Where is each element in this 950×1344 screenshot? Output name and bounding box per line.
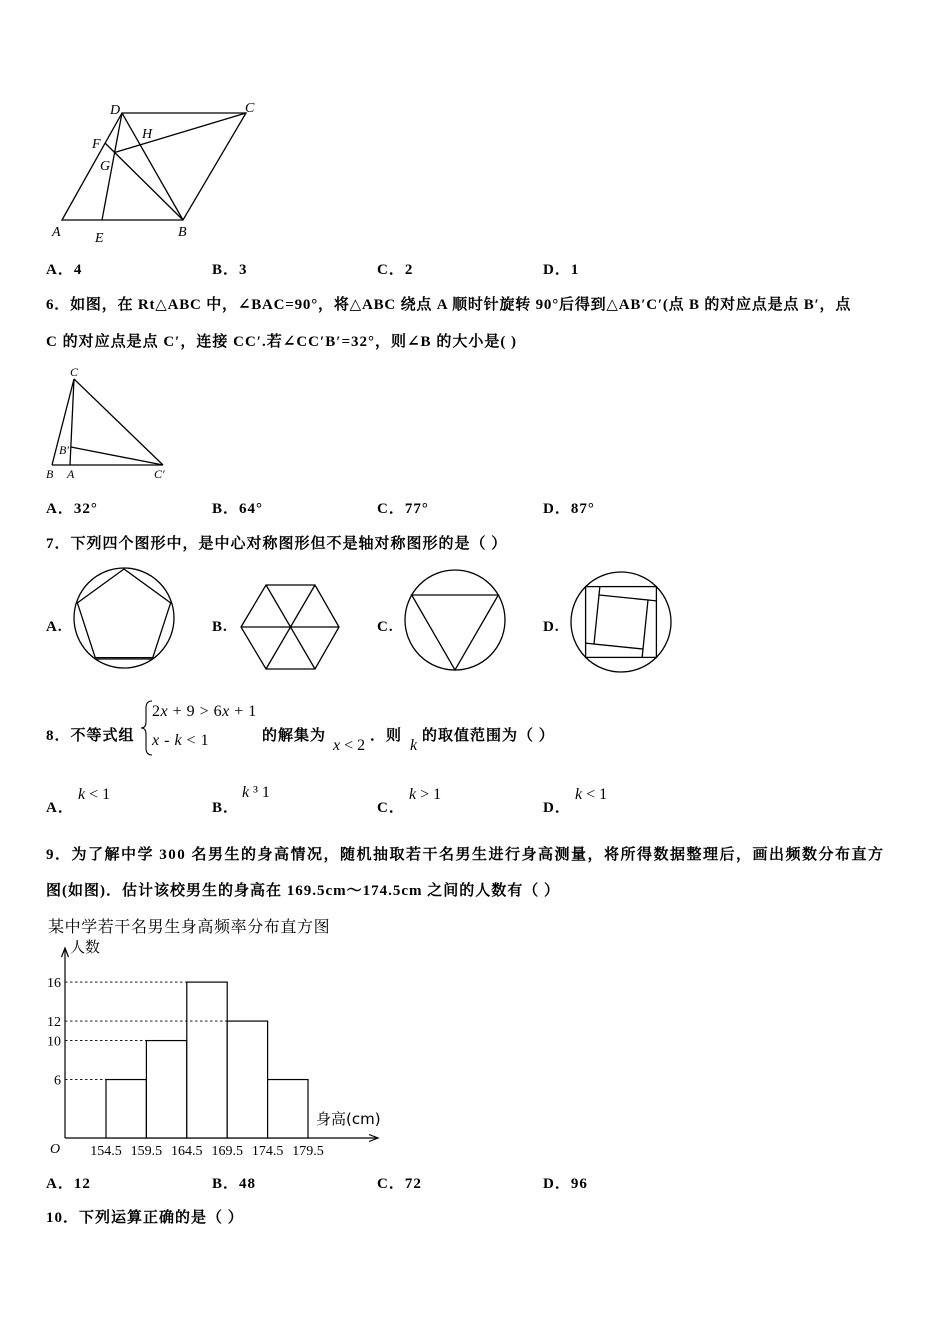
- q8-option-a-label: A．: [46, 800, 74, 816]
- q8-prefix: 8．不等式组: [46, 728, 135, 744]
- q5-option-c: [377, 261, 413, 279]
- parallelogram-figure: [40, 90, 270, 250]
- inner-square: [594, 595, 648, 649]
- q5-option-a: [46, 261, 82, 279]
- q8-option-b-math: [242, 784, 270, 802]
- x-axis-label: 身高(cm): [316, 1110, 381, 1128]
- segment-fb: [105, 143, 183, 220]
- histogram-bar-2: [146, 1041, 186, 1138]
- x-tick-label-1: 154.5: [90, 1144, 122, 1159]
- option-label: A．: [46, 262, 74, 278]
- circle: [74, 568, 174, 668]
- q9-option-c: [377, 1175, 422, 1193]
- label-a: A: [67, 467, 75, 481]
- x-tick-label-6: 179.5: [292, 1144, 324, 1159]
- triangle-in-circle-figure: [403, 568, 507, 672]
- q8-option-a-math: [78, 786, 110, 804]
- label-h: H: [142, 127, 153, 142]
- origin-label: O: [50, 1142, 61, 1157]
- y-tick-label-6: 6: [54, 1073, 61, 1089]
- q8-option-b-label: B．: [212, 800, 240, 816]
- option-label: B．: [212, 262, 240, 278]
- q8-solution: [333, 737, 365, 755]
- option-label: B．: [212, 501, 240, 517]
- q5-option-d: [543, 261, 579, 279]
- q6-option-b: [212, 500, 263, 518]
- q7-option-c-label: C.: [377, 619, 394, 635]
- math-var: x: [152, 732, 160, 749]
- parallelogram-abcd: [62, 113, 246, 220]
- math-op: < 1: [85, 786, 111, 803]
- q9-stem-line1: 9．为了解中学 300 名男生的身高情况，随机抽取若干名男生进行身高测量，将所得数据整理后，画出频数分布直方: [46, 847, 885, 863]
- option-text: 72: [404, 1176, 422, 1192]
- chart-title: 某中学若干名男生身高频率分布直方图: [48, 917, 331, 936]
- q9-option-d: [543, 1175, 588, 1193]
- option-text: 48: [239, 1176, 257, 1192]
- q8-variable: k: [410, 737, 418, 754]
- q8-option-d-math: [575, 786, 607, 804]
- segment-db: [122, 113, 183, 220]
- pinwheel-squares-in-circle-figure: [569, 570, 673, 674]
- math-op: < 1: [182, 732, 210, 749]
- option-label: D．: [543, 501, 571, 517]
- q6-option-d: [543, 500, 595, 518]
- q9-option-b: [212, 1175, 256, 1193]
- math-var: k: [409, 786, 417, 803]
- option-text: 4: [73, 262, 83, 278]
- y-tick-label-16: 16: [47, 976, 61, 992]
- label-e: E: [95, 231, 104, 246]
- rotation-triangle-figure: [40, 365, 180, 487]
- label-a: A: [52, 225, 61, 240]
- extension-2: [648, 600, 656, 601]
- label-g: G: [100, 159, 111, 174]
- math-op: + 1: [229, 703, 257, 720]
- math-var: x: [222, 703, 230, 720]
- option-label: B．: [212, 1176, 240, 1192]
- option-label: C．: [377, 262, 405, 278]
- q6-stem-line2: C 的对应点是点 C′，连接 CC′.若∠CC′B′=32°，则∠B 的大小是( ): [46, 334, 518, 350]
- label-c: C: [245, 101, 255, 116]
- option-text: 32°: [73, 501, 98, 517]
- segment-cc-prime: [74, 379, 163, 465]
- q8-option-c-math: [409, 786, 441, 804]
- label-b: B: [178, 225, 187, 240]
- segment-b-prime-c-prime: [71, 447, 163, 465]
- option-label: D．: [543, 1176, 571, 1192]
- option-label: D．: [543, 262, 571, 278]
- extension-4: [586, 643, 594, 644]
- histogram-bar-5: [268, 1080, 308, 1138]
- pentagon-in-circle-figure: [72, 566, 178, 672]
- math-var: k: [174, 732, 183, 749]
- q6-stem-line1: 6．如图，在 Rt△ABC 中，∠BAC=90°，将△ABC 绕点 A 顺时针旋转 90°后得到△AB′C′(点 B 的对应点是点 B′，点: [46, 297, 852, 313]
- q10-stem: 10．下列运算正确的是（ ）: [46, 1210, 244, 1226]
- q8-then: ．则: [370, 728, 403, 744]
- circle: [405, 570, 505, 670]
- option-text: 12: [73, 1176, 91, 1192]
- height-histogram: [36, 912, 392, 1162]
- y-tick-label-12: 12: [47, 1015, 61, 1031]
- option-text: 3: [239, 262, 248, 278]
- y-tick-label-10: 10: [47, 1034, 61, 1050]
- y-axis-label: 人数: [70, 938, 101, 956]
- q8-mid: 的解集为: [262, 728, 327, 744]
- option-text: 1: [570, 262, 580, 278]
- histogram-bar-3: [187, 982, 227, 1138]
- option-text: 2: [404, 262, 414, 278]
- label-c-prime: C′: [154, 467, 165, 481]
- q5-option-b: [212, 261, 248, 279]
- x-tick-label-5: 174.5: [251, 1144, 284, 1159]
- math-var: x: [160, 703, 169, 720]
- q7-stem: 7．下列四个图形中，是中心对称图形但不是轴对称图形的是（ ）: [46, 536, 508, 552]
- hexagon-with-diagonals-figure: [236, 580, 344, 674]
- q8-option-d-label: D．: [543, 800, 571, 816]
- q8-option-c-label: C．: [377, 800, 405, 816]
- x-tick-label-3: 164.5: [171, 1144, 203, 1159]
- inequality-2: [152, 732, 209, 750]
- option-text: 64°: [239, 501, 264, 517]
- option-label: C．: [377, 501, 405, 517]
- math-op: < 2: [340, 737, 366, 754]
- option-label: C．: [377, 1176, 405, 1192]
- histogram-bar-4: [227, 1021, 267, 1138]
- option-label: A．: [46, 501, 74, 517]
- math-op: < 1: [582, 786, 608, 803]
- math-var: x: [333, 737, 341, 754]
- inverted-triangle: [412, 595, 499, 670]
- q9-stem-line2: 图(如图)．估计该校男生的身高在 169.5cm～174.5cm 之间的人数有（ ）: [46, 883, 561, 899]
- option-label: A．: [46, 1176, 74, 1192]
- label-f: F: [92, 137, 101, 152]
- extension-1: [599, 587, 600, 595]
- math-var: k: [575, 786, 583, 803]
- option-text: 77°: [404, 501, 429, 517]
- inequality-1: [152, 703, 257, 721]
- label-b-prime: B′: [59, 443, 69, 457]
- q7-option-d-label: D.: [543, 619, 560, 635]
- math-num: 2: [152, 703, 161, 720]
- q7-option-b-label: B.: [212, 619, 228, 635]
- option-text: 87°: [570, 501, 595, 517]
- q9-option-a: [46, 1175, 91, 1193]
- math-op: ³ 1: [249, 784, 270, 801]
- q7-option-a-label: A.: [46, 619, 63, 635]
- math-var: k: [242, 784, 250, 801]
- q6-option-c: [377, 500, 429, 518]
- label-b: B: [46, 467, 54, 481]
- math-op: + 9 > 6: [168, 703, 223, 720]
- x-tick-label-4: 169.5: [211, 1144, 243, 1159]
- pentagon: [77, 569, 170, 658]
- label-c: C: [70, 365, 79, 379]
- option-text: 96: [570, 1176, 588, 1192]
- extension-3: [642, 649, 643, 657]
- math-op: > 1: [416, 786, 442, 803]
- q8-suffix: 的取值范围为（ ）: [422, 728, 555, 744]
- histogram-bar-1: [106, 1080, 146, 1138]
- q6-option-a: [46, 500, 98, 518]
- x-tick-label-2: 159.5: [130, 1144, 163, 1159]
- label-d: D: [110, 103, 121, 118]
- math-op: -: [159, 732, 175, 749]
- math-var: k: [78, 786, 86, 803]
